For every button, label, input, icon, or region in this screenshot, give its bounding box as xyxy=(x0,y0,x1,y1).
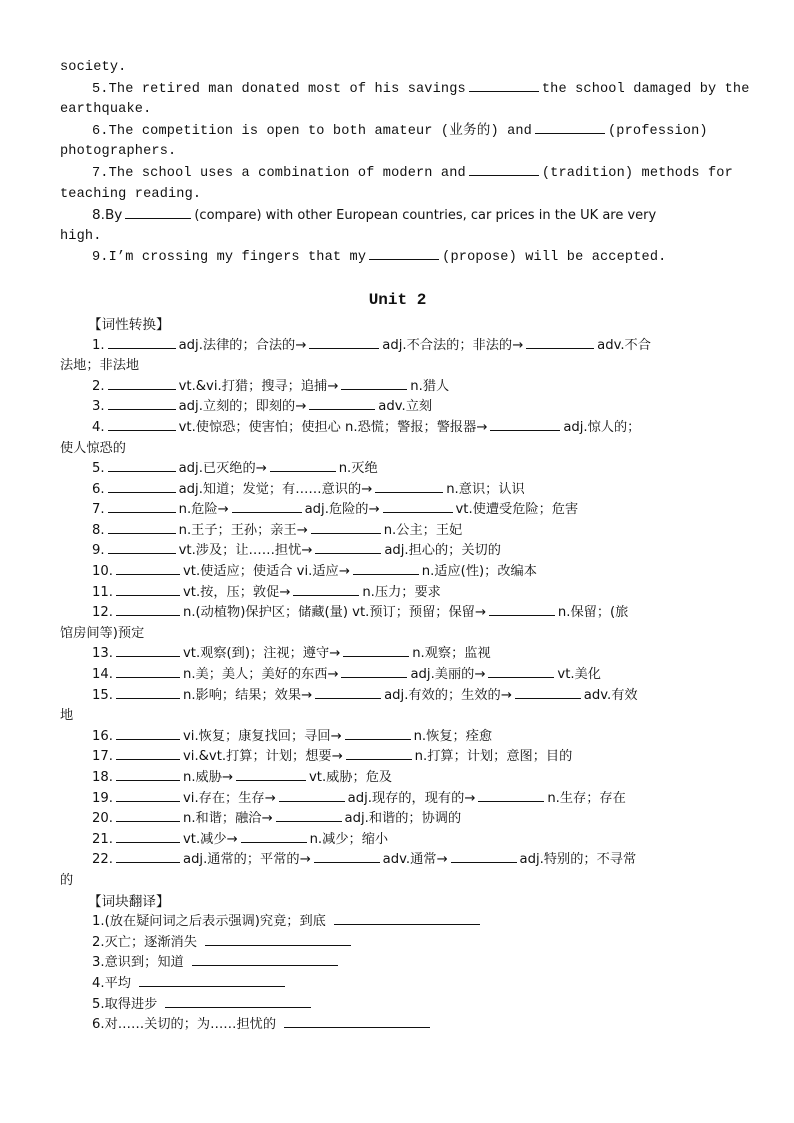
blank[interactable] xyxy=(490,418,560,431)
item-text: vt.涉及；让……担忧→ xyxy=(178,543,313,559)
item-text: vt.美化 xyxy=(557,667,601,683)
item-text: n.和谐；融洽→ xyxy=(182,811,273,827)
item-number: 2. xyxy=(92,378,105,394)
blank[interactable] xyxy=(315,541,381,554)
item-number: 22. xyxy=(92,852,113,868)
list-item xyxy=(60,768,735,789)
item-text: adv.不合 xyxy=(597,337,651,353)
item-text: n.猎人 xyxy=(410,378,450,394)
item-text: n.意识；认识 xyxy=(446,481,525,497)
list-item xyxy=(60,521,735,542)
item-text: 的 xyxy=(60,872,74,888)
list-item xyxy=(60,336,735,357)
blank[interactable] xyxy=(309,397,375,410)
item-text: 4.平均 xyxy=(92,975,131,991)
list-item xyxy=(60,418,735,439)
blank[interactable] xyxy=(236,768,306,781)
blank[interactable] xyxy=(108,459,176,472)
item-text: vt.减少→ xyxy=(182,831,238,847)
list-item xyxy=(60,850,735,871)
list-item-continuation xyxy=(60,356,735,377)
item-number: 10. xyxy=(92,564,113,580)
item-text: vt.使遭受危险；危害 xyxy=(455,502,579,518)
blank[interactable] xyxy=(108,541,176,554)
blank[interactable] xyxy=(276,809,342,822)
blank[interactable] xyxy=(309,336,379,349)
blank[interactable] xyxy=(315,686,381,699)
item-number: 18. xyxy=(92,770,113,785)
list-item xyxy=(60,541,735,562)
list-item xyxy=(60,747,735,768)
blank[interactable] xyxy=(108,418,176,431)
list-item xyxy=(60,830,735,851)
item-text: vt.威胁；危及 xyxy=(308,770,393,785)
blank[interactable] xyxy=(116,809,180,822)
exercise-6 xyxy=(60,121,735,143)
item-number: 9. xyxy=(92,543,105,559)
item-text: n.适应(性)；改编本 xyxy=(421,564,537,580)
item-text: n.公主；王妃 xyxy=(383,522,463,538)
item-text: adj.美丽的→ xyxy=(410,667,486,683)
item-number: 5. xyxy=(92,461,105,477)
item-text: adj.特别的；不寻常 xyxy=(519,852,637,868)
item-text: vi.存在；生存→ xyxy=(182,790,276,806)
blank[interactable] xyxy=(116,768,180,781)
item-text: vt.观察(到)；注视；遵守→ xyxy=(182,646,341,662)
list-item xyxy=(60,665,735,686)
phrase-list xyxy=(60,912,735,1036)
sentence-fragment: (tradition) methods for xyxy=(541,165,733,181)
list-item xyxy=(60,995,735,1016)
list-item-continuation xyxy=(60,706,735,727)
list-item xyxy=(60,912,735,933)
item-text: adj.现存的，现有的→ xyxy=(347,790,476,806)
blank[interactable] xyxy=(346,747,412,760)
item-number: 19. xyxy=(92,790,113,806)
blank[interactable] xyxy=(334,912,480,925)
blank[interactable] xyxy=(116,665,180,678)
unit-title: Unit 2 xyxy=(368,290,427,309)
blank[interactable] xyxy=(535,121,605,134)
blank[interactable] xyxy=(488,665,554,678)
text-line xyxy=(60,227,735,248)
blank[interactable] xyxy=(270,459,336,472)
sentence-fragment: society. xyxy=(60,60,127,75)
item-text: vt.使惊恐；使害怕；使担心 n.恐慌；警报；警报器→ xyxy=(178,419,488,435)
blank[interactable] xyxy=(108,521,176,534)
exercise-9 xyxy=(60,247,735,269)
list-item xyxy=(60,789,735,810)
item-text: adj.立刻的；即刻的→ xyxy=(178,399,307,415)
item-text: vt.使适应；使适合 vi.适应→ xyxy=(182,564,350,580)
word-form-list xyxy=(60,336,735,892)
item-text: 地 xyxy=(60,708,74,724)
item-text: 3.意识到；知道 xyxy=(92,955,184,971)
blank[interactable] xyxy=(205,933,351,946)
item-text: adj.通常的；平常的→ xyxy=(182,852,311,868)
item-number: 21. xyxy=(92,831,113,847)
sentence-fragment: 5.The retired man donated most of his savings xyxy=(92,81,466,97)
list-item xyxy=(60,727,735,748)
blank[interactable] xyxy=(469,163,539,176)
list-item xyxy=(60,459,735,480)
item-text: n.保留；(旅 xyxy=(557,605,629,621)
blank[interactable] xyxy=(108,397,176,410)
item-text: 使人惊恐的 xyxy=(60,440,126,456)
blank[interactable] xyxy=(116,830,180,843)
item-text: n.生存；存在 xyxy=(547,790,626,806)
blank[interactable] xyxy=(279,789,345,802)
item-text: 5.取得进步 xyxy=(92,996,158,1012)
list-item-continuation xyxy=(60,439,735,460)
text-line xyxy=(60,142,735,163)
list-item xyxy=(60,500,735,521)
blank[interactable] xyxy=(192,953,338,966)
sentence-fragment: 8.By xyxy=(92,207,123,224)
blank[interactable] xyxy=(108,336,176,349)
item-text: adj.知道；发觉；有……意识的→ xyxy=(178,481,373,497)
blank[interactable] xyxy=(293,583,359,596)
blank[interactable] xyxy=(125,206,191,219)
text-line xyxy=(60,100,735,121)
blank[interactable] xyxy=(526,336,594,349)
item-number: 8. xyxy=(92,522,105,538)
blank[interactable] xyxy=(165,995,311,1008)
item-text: adv.有效 xyxy=(583,687,638,703)
sentence-fragment: (profession) xyxy=(608,123,708,139)
blank[interactable] xyxy=(478,789,544,802)
blank[interactable] xyxy=(341,665,407,678)
item-text: 1.(放在疑问词之后表示强调)究竟；到底 xyxy=(92,914,326,930)
section-heading: 【词性转换】 xyxy=(88,316,170,333)
item-text: n.减少；缩小 xyxy=(309,831,389,847)
item-number: 13. xyxy=(92,646,113,662)
blank[interactable] xyxy=(284,1015,430,1028)
blank[interactable] xyxy=(139,974,285,987)
blank[interactable] xyxy=(375,480,443,493)
blank[interactable] xyxy=(345,727,411,740)
item-text: 法地；非法地 xyxy=(60,358,140,374)
list-item xyxy=(60,480,735,501)
list-item xyxy=(60,974,735,995)
list-item xyxy=(60,1015,735,1036)
list-item-continuation xyxy=(60,871,735,892)
sentence-fragment: photographers. xyxy=(60,144,177,160)
item-text: 6.对……关切的；为……担忧的 xyxy=(92,1017,277,1033)
blank[interactable] xyxy=(515,686,581,699)
item-text: vt.按，压；敦促→ xyxy=(182,584,291,600)
item-text: n.(动植物)保护区；储藏(量) vt.预订；预留；保留→ xyxy=(182,605,486,621)
list-item xyxy=(60,686,735,707)
item-number: 3. xyxy=(92,399,105,415)
list-item xyxy=(60,562,735,583)
item-number: 15. xyxy=(92,687,113,703)
exercise-8 xyxy=(60,205,735,227)
sentence-fragment: 6.The competition is open to both amateur (业务的) and xyxy=(92,123,532,139)
blank[interactable] xyxy=(369,247,439,260)
list-item xyxy=(60,377,735,398)
blank[interactable] xyxy=(116,644,180,657)
blank[interactable] xyxy=(232,500,302,513)
item-number: 16. xyxy=(92,728,113,744)
sentence-fragment: (compare) with other European countries, car prices in the UK are very xyxy=(194,208,657,224)
item-number: 17. xyxy=(92,749,113,765)
item-number: 6. xyxy=(92,481,105,497)
blank[interactable] xyxy=(108,500,176,513)
item-text: vi.&vt.打算；计划；想要→ xyxy=(182,749,343,765)
sentence-fragment: 9.I’m crossing my fingers that my xyxy=(92,250,367,266)
sentence-fragment: (propose) will be accepted. xyxy=(442,250,667,266)
blank[interactable] xyxy=(489,603,555,616)
list-item xyxy=(60,809,735,830)
item-text: vt.&vi.打猎；搜寻；追捕→ xyxy=(178,378,339,394)
blank[interactable] xyxy=(116,562,180,575)
item-text: adj.已灭绝的→ xyxy=(178,461,267,477)
item-text: n.压力；要求 xyxy=(362,584,441,600)
list-item xyxy=(60,644,735,665)
item-text: adj.惊人的； xyxy=(563,419,641,435)
blank[interactable] xyxy=(116,583,180,596)
blank[interactable] xyxy=(343,644,409,657)
item-text: n.影响；结果；效果→ xyxy=(182,687,313,703)
blank[interactable] xyxy=(383,500,453,513)
sentence-fragment: 7.The school uses a combination of modern and xyxy=(92,165,466,181)
exercise-7 xyxy=(60,163,735,185)
sentence-fragment: teaching reading. xyxy=(60,186,202,202)
item-text: adj.担心的；关切的 xyxy=(384,543,501,559)
item-number: 11. xyxy=(92,584,113,600)
item-text: 馆房间等)预定 xyxy=(60,625,145,641)
item-text: adv.通常→ xyxy=(382,852,448,868)
blank[interactable] xyxy=(108,480,176,493)
item-number: 1. xyxy=(92,337,105,353)
blank[interactable] xyxy=(116,727,180,740)
list-item xyxy=(60,603,735,624)
item-text: n.美；美人；美好的东西→ xyxy=(182,667,339,683)
item-text: n.恢复；痊愈 xyxy=(413,728,493,744)
item-text: vi.恢复；康复找回；寻回→ xyxy=(182,728,342,744)
item-text: adj.有效的；生效的→ xyxy=(384,687,512,703)
list-item xyxy=(60,933,735,954)
item-number: 7. xyxy=(92,502,105,518)
text-line xyxy=(60,185,735,206)
item-number: 14. xyxy=(92,667,113,683)
section-heading: 【词块翻译】 xyxy=(88,893,170,910)
item-text: n.打算；计划；意图；目的 xyxy=(414,749,573,765)
item-number: 12. xyxy=(92,605,113,621)
blank[interactable] xyxy=(116,789,180,802)
blank[interactable] xyxy=(108,377,176,390)
blank[interactable] xyxy=(311,521,381,534)
item-text: 2.灭亡；逐渐消失 xyxy=(92,934,197,950)
blank[interactable] xyxy=(469,79,539,92)
item-text: n.灭绝 xyxy=(338,461,378,477)
list-item xyxy=(60,953,735,974)
text-line xyxy=(60,58,735,79)
list-item xyxy=(60,583,735,604)
item-text: adj.不合法的；非法的→ xyxy=(382,337,524,353)
item-text: adj.法律的；合法的→ xyxy=(178,337,307,353)
blank[interactable] xyxy=(314,850,380,863)
item-number: 20. xyxy=(92,811,113,827)
blank[interactable] xyxy=(116,850,180,863)
item-text: adv.立刻 xyxy=(378,399,433,415)
sentence-fragment: earthquake. xyxy=(60,102,152,118)
sentence-fragment: high. xyxy=(60,228,102,244)
item-text: n.威胁→ xyxy=(182,770,233,785)
document-page xyxy=(60,58,750,1036)
list-item xyxy=(60,397,735,418)
sentence-fragment: the school damaged by the xyxy=(541,81,750,97)
blank[interactable] xyxy=(116,603,180,616)
blank[interactable] xyxy=(451,850,517,863)
blank[interactable] xyxy=(353,562,419,575)
list-item-continuation xyxy=(60,624,735,645)
exercise-5 xyxy=(60,79,750,101)
item-text: n.观察；监视 xyxy=(412,646,491,662)
blank[interactable] xyxy=(116,686,180,699)
item-text: n.王子；王孙；亲王→ xyxy=(178,522,308,538)
item-text: adj.和谐的；协调的 xyxy=(344,811,462,827)
item-text: adj.危险的→ xyxy=(304,502,380,518)
blank[interactable] xyxy=(341,377,407,390)
item-text: n.危险→ xyxy=(178,502,229,518)
item-number: 4. xyxy=(92,419,105,435)
blank[interactable] xyxy=(116,747,180,760)
blank[interactable] xyxy=(241,830,307,843)
